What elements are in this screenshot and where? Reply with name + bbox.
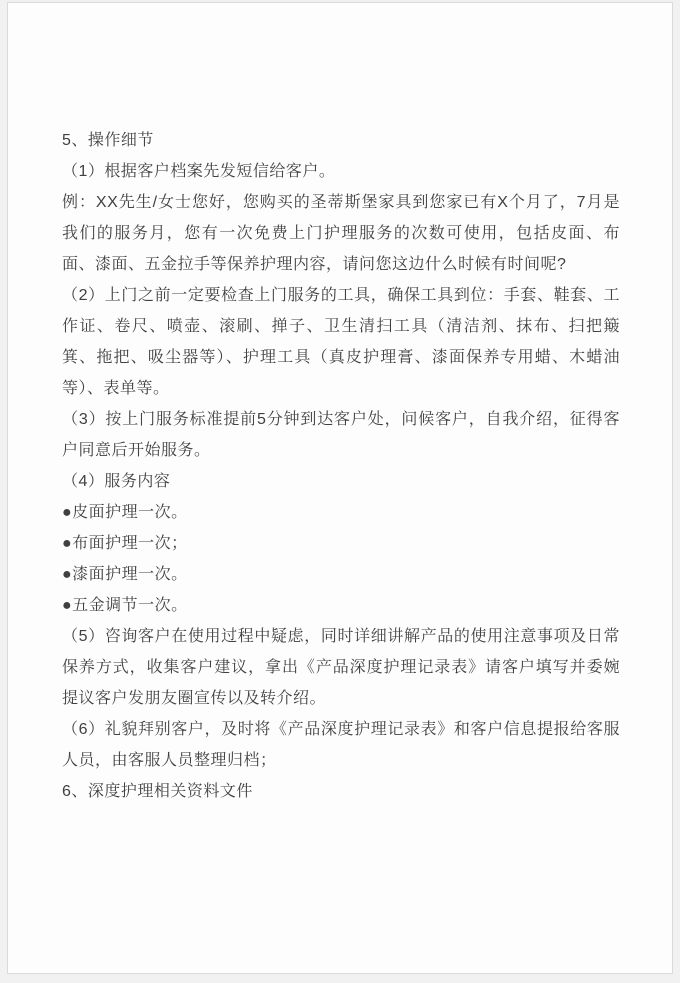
section-5-heading: 5、操作细节 bbox=[62, 132, 154, 149]
item-6-text: （6）礼貌拜别客户，及时将《产品深度护理记录表》和客户信息提报给客服人员，由客服人员整理归档； bbox=[62, 721, 620, 769]
item-4-heading: （4）服务内容 bbox=[62, 473, 171, 490]
document-page bbox=[7, 2, 673, 974]
service-bullet-hardware: ●五金调节一次。 bbox=[62, 597, 188, 614]
item-5-text: （5）咨询客户在使用过程中疑虑，同时详细讲解产品的使用注意事项及日常保养方式，收集客户建议，拿出《产品深度护理记录表》请客户填写并委婉提议客户发朋友圈宣传以及转介绍。 bbox=[62, 628, 620, 707]
service-bullet-leather: ●皮面护理一次。 bbox=[62, 504, 188, 521]
item-1-example-text: 例：XX先生/女士您好，您购买的圣蒂斯堡家具到您家已有X个月了，7月是我们的服务月，您有一次免费上门护理服务的次数可使用，包括皮面、布面、漆面、五金拉手等保养护理内容，请问您这边什么时候有时间呢? bbox=[62, 194, 620, 273]
item-2-text: （2）上门之前一定要检查上门服务的工具，确保工具到位：手套、鞋套、工作证、卷尺、喷壶、滚刷、掸子、卫生清扫工具（清洁剂、抹布、扫把簸箕、拖把、吸尘器等）、护理工具（真皮护理膏、漆面保养专用蜡、木蜡油等）、表单等。 bbox=[62, 287, 620, 397]
section-6-heading: 6、深度护理相关资料文件 bbox=[62, 783, 253, 800]
item-1-text: （1）根据客户档案先发短信给客户。 bbox=[62, 163, 336, 180]
document-content bbox=[8, 3, 672, 807]
service-bullet-fabric: ●布面护理一次； bbox=[62, 535, 188, 552]
service-bullet-list bbox=[62, 497, 620, 621]
service-bullet-lacquer: ●漆面护理一次。 bbox=[62, 566, 188, 583]
item-3-text: （3）按上门服务标准提前5分钟到达客户处，问候客户，自我介绍，征得客户同意后开始服务。 bbox=[62, 411, 620, 459]
